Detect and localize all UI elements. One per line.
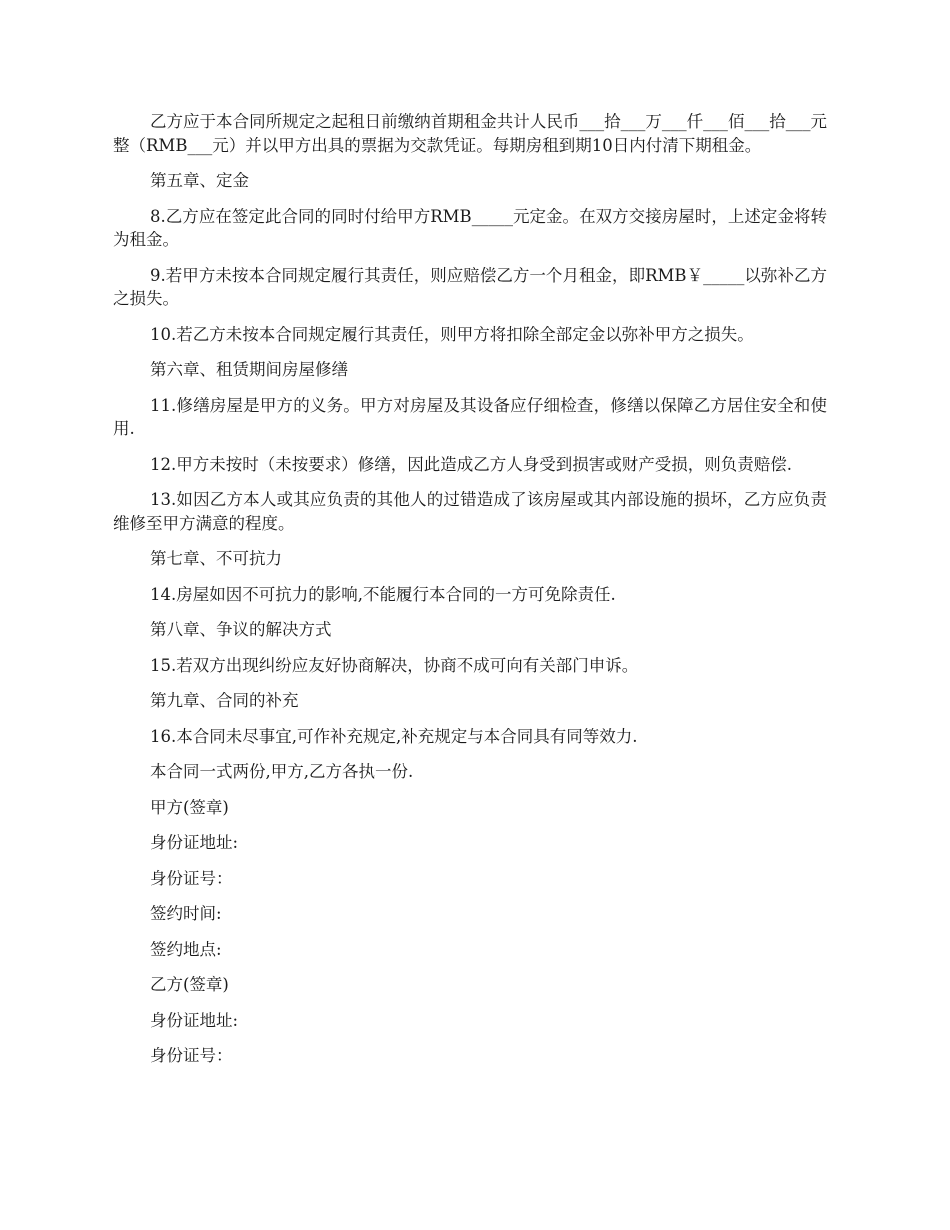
paragraph-rent-payment: 乙方应于本合同所规定之起租日前缴纳首期租金共计人民币___拾___万___仟___佰___拾___元整（RMB___元）并以甲方出具的票据为交款凭证。每期房租到期10日内付清下期租金。	[113, 112, 827, 155]
chapter-heading-deposit: 第五章、定金	[150, 171, 249, 190]
document-body	[113, 110, 827, 1080]
chapter-heading-force-majeure: 第七章、不可抗力	[150, 549, 282, 568]
chapter-heading-disputes: 第八章、争议的解决方式	[150, 620, 332, 639]
copies-statement: 本合同一式两份,甲方,乙方各执一份.	[150, 762, 414, 781]
clause-12: 12.甲方未按时（未按要求）修缮，因此造成乙方人身受到损害或财产受损，则负责赔偿.	[150, 454, 792, 474]
clause-16: 16.本合同未尽事宜,可作补充规定,补充规定与本合同具有同等效力.	[150, 726, 638, 746]
party-b-id-address: 身份证地址:	[150, 1010, 239, 1030]
clause-8: 8.乙方应在签定此合同的同时付给甲方RMB_____元定金。在双方交接房屋时，上述定金将转为租金。	[113, 206, 827, 249]
signing-place: 签约地点:	[150, 939, 222, 959]
chapter-heading-supplement: 第九章、合同的补充	[150, 691, 299, 710]
clause-14: 14.房屋如因不可抗力的影响,不能履行本合同的一方可免除责任.	[150, 584, 616, 604]
party-a-signature: 甲方(签章)	[150, 797, 229, 817]
party-b-signature: 乙方(签章)	[150, 975, 229, 994]
party-b-id-number: 身份证号：	[150, 1046, 233, 1065]
clause-13: 13.如因乙方本人或其应负责的其他人的过错造成了该房屋或其内部设施的损坏，乙方应负责维修至甲方满意的程度。	[113, 490, 827, 533]
clause-15: 15.若双方出现纠纷应友好协商解决，协商不成可向有关部门申诉。	[150, 655, 639, 675]
clause-9: 9.若甲方未按本合同规定履行其责任，则应赔偿乙方一个月租金，即RMB￥_____以弥补乙方之损失。	[113, 265, 827, 308]
party-a-id-address: 身份证地址:	[150, 833, 239, 852]
signing-time: 签约时间:	[150, 904, 222, 923]
chapter-heading-repairs: 第六章、租赁期间房屋修缮	[150, 360, 348, 379]
clause-10: 10.若乙方未按本合同规定履行其责任，则甲方将扣除全部定金以弥补甲方之损失。	[150, 324, 754, 344]
party-a-id-number: 身份证号：	[150, 868, 233, 888]
clause-11: 11.修缮房屋是甲方的义务。甲方对房屋及其设备应仔细检查，修缮以保障乙方居住安全和使用.	[113, 395, 827, 438]
